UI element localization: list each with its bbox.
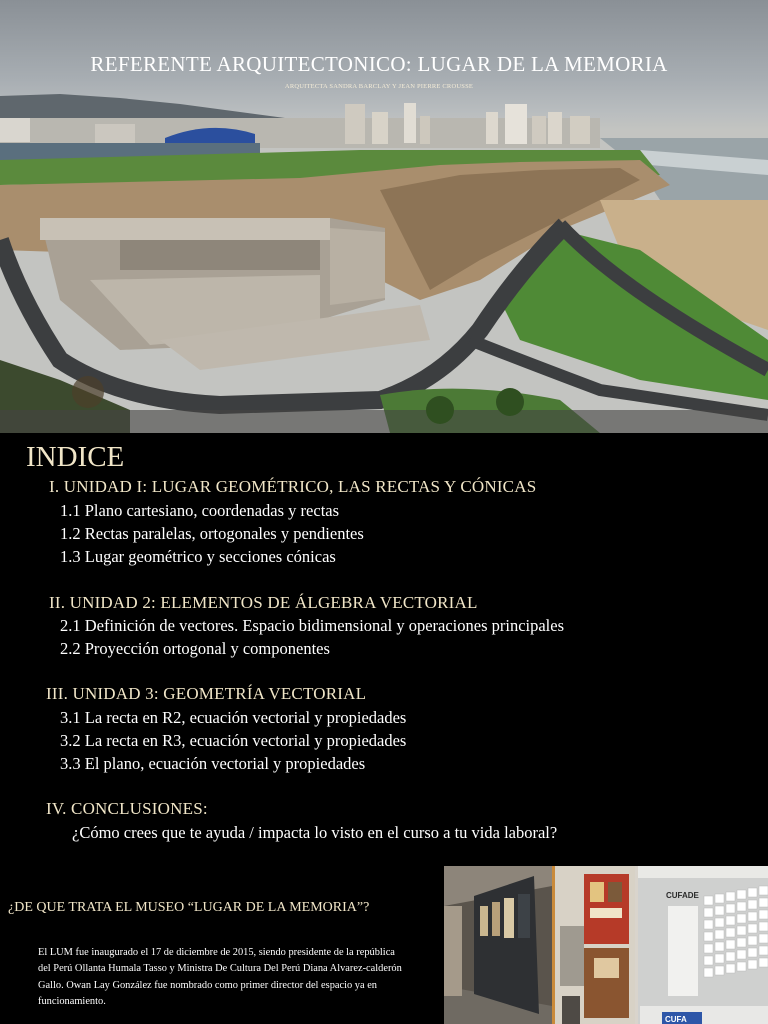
index-section xyxy=(0,433,768,863)
topic-1-1: 1.1 Plano cartesiano, coordenadas y rectas xyxy=(60,501,340,520)
unit-3-heading: III. UNIDAD 3: GEOMETRÍA VECTORIAL xyxy=(46,684,367,703)
museum-section xyxy=(0,863,768,1024)
index-title: INDICE xyxy=(26,441,125,473)
conclusion-question: ¿Cómo crees que te ayuda / impacta lo visto en el curso a tu vida laboral? xyxy=(72,823,558,842)
museum-interior-photos xyxy=(444,866,768,1024)
topic-1-3: 1.3 Lugar geométrico y secciones cónicas xyxy=(60,547,336,566)
unit-1-heading: I. UNIDAD I: LUGAR GEOMÉTRICO, LAS RECTAS Y CÓNICAS xyxy=(49,477,537,496)
topic-2-2: 2.2 Proyección ortogonal y componentes xyxy=(60,639,330,658)
exhibit-sign-text: CUFADE xyxy=(666,891,699,900)
museum-question: ¿DE QUE TRATA EL MUSEO “LUGAR DE LA MEMORIA”? xyxy=(8,900,370,915)
museum-paragraph: El LUM fue inaugurado el 17 de diciembre de 2015, siendo presidente de la república del Perú Ollanta Humala Tasso y Ministra De Cultura Del Perú Diana Alvarez-calderón Gallo. Owan Lay González fue nombrado como primer director del espacio ya en funcionamiento. xyxy=(38,947,402,1007)
unit-4-heading: IV. CONCLUSIONES: xyxy=(46,799,208,818)
floor-sign-text: CUFA xyxy=(665,1015,687,1024)
unit-2-heading: II. UNIDAD 2: ELEMENTOS DE ÁLGEBRA VECTORIAL xyxy=(49,593,478,612)
hero-title: REFERENTE ARQUITECTONICO: LUGAR DE LA MEMORIA xyxy=(90,52,668,76)
topic-2-1: 2.1 Definición de vectores. Espacio bidimensional y operaciones principales xyxy=(60,616,565,635)
exhibition-photo-illustration xyxy=(444,866,768,1024)
topic-1-2: 1.2 Rectas paralelas, ortogonales y pendientes xyxy=(60,524,364,543)
hero-subtitle: ARQUITECTA SANDRA BARCLAY Y JEAN PIERRE CROUSSE xyxy=(284,83,474,90)
topic-3-3: 3.3 El plano, ecuación vectorial y propiedades xyxy=(60,754,366,773)
topic-3-2: 3.2 La recta en R3, ecuación vectorial y propiedades xyxy=(60,731,407,750)
topic-3-1: 3.1 La recta en R2, ecuación vectorial y propiedades xyxy=(60,708,407,727)
hero-photo xyxy=(0,0,768,433)
